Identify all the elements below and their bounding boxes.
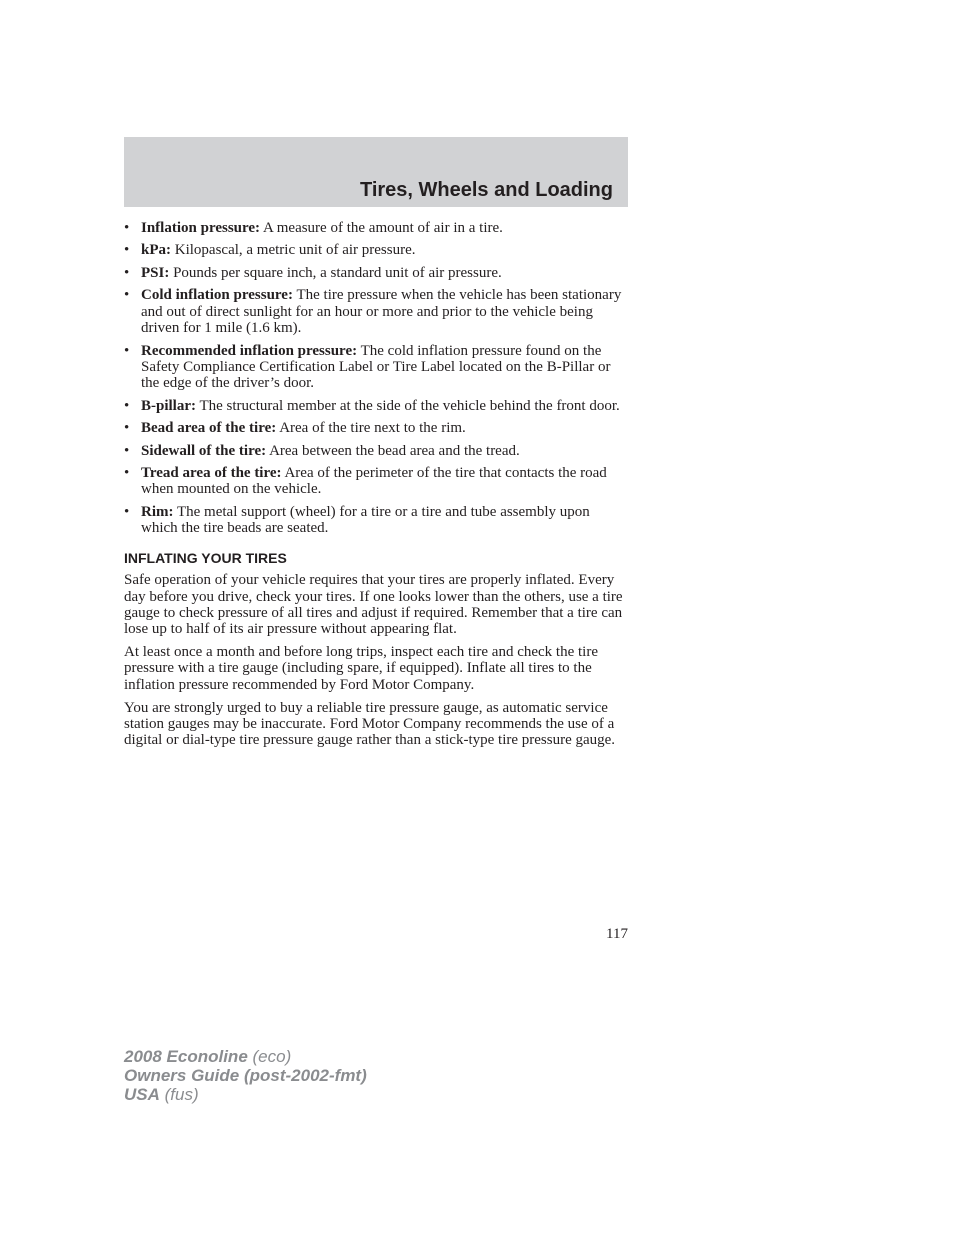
footer-line-guide bbox=[124, 1066, 367, 1085]
list-item bbox=[124, 265, 630, 281]
bullet-icon: • bbox=[124, 220, 130, 236]
list-item bbox=[124, 242, 630, 258]
definition-term: PSI: bbox=[141, 264, 170, 281]
list-item bbox=[124, 420, 630, 436]
bullet-icon: • bbox=[124, 264, 130, 281]
definition-text: Area of the tire next to the rim. bbox=[279, 420, 466, 437]
definition-text: The cold inflation pressure found on the Safety Compliance Certification Label or Tire Label located on the B-Pillar or the edge of the driver’s door. bbox=[141, 342, 611, 392]
bullet-icon: • bbox=[124, 397, 130, 414]
chapter-title: Tires, Wheels and Loading bbox=[359, 179, 613, 201]
footer-line-market bbox=[124, 1085, 367, 1104]
footer-market-name: USA bbox=[124, 1085, 160, 1104]
page-number: 117 bbox=[606, 926, 628, 942]
footer-model-code: (eco) bbox=[252, 1047, 292, 1066]
bullet-icon: • bbox=[124, 442, 130, 459]
section-heading: INFLATING YOUR TIRES bbox=[124, 550, 287, 567]
bullet-icon: • bbox=[124, 465, 130, 482]
definition-text: Area between the bead area and the tread. bbox=[269, 442, 520, 459]
definition-text: The metal support (wheel) for a tire or a tire and tube assembly upon which the tire beads are seated. bbox=[141, 503, 590, 537]
chapter-header-band bbox=[124, 137, 628, 207]
definition-text: Kilopascal, a metric unit of air pressure. bbox=[174, 242, 416, 259]
footer-guide-name: Owners Guide (post-2002-fmt) bbox=[124, 1066, 367, 1085]
definition-term: kPa: bbox=[141, 242, 171, 259]
definition-text: The tire pressure when the vehicle has been stationary and out of direct sunlight for an hour or more and prior to the vehicle being driven for 1 mile (1.6 km). bbox=[141, 287, 622, 337]
paragraph: At least once a month and before long trips, inspect each tire and check the tire pressure with a tire gauge (including spare, if equipped). Inflate all tires to the inflation pressure recommended by Ford Motor Company. bbox=[124, 644, 598, 693]
bullet-icon: • bbox=[124, 342, 130, 359]
list-item bbox=[124, 343, 630, 392]
list-item bbox=[124, 443, 630, 459]
definition-term: Recommended inflation pressure: bbox=[141, 342, 358, 359]
definition-term: Cold inflation pressure: bbox=[141, 287, 293, 304]
bullet-icon: • bbox=[124, 242, 130, 259]
paragraph: Safe operation of your vehicle requires that your tires are properly inflated. Every day before you drive, check your tires. If one looks lower than the others, use a tire gauge to check pressure of all tires and adjust if required. Remember that a tire can lose up to half of its air pressure without appearing flat. bbox=[124, 572, 623, 638]
list-item bbox=[124, 398, 630, 414]
list-item bbox=[124, 220, 630, 236]
document-footer bbox=[124, 1047, 367, 1104]
definition-term: Tread area of the tire: bbox=[141, 465, 282, 482]
list-item bbox=[124, 504, 630, 537]
bullet-icon: • bbox=[124, 503, 130, 520]
footer-line-model bbox=[124, 1047, 367, 1066]
definition-text: Pounds per square inch, a standard unit of air pressure. bbox=[173, 264, 502, 281]
list-item bbox=[124, 465, 630, 498]
definition-term: B-pillar: bbox=[141, 397, 196, 414]
bullet-icon: • bbox=[124, 287, 130, 304]
definition-text: Area of the perimeter of the tire that contacts the road when mounted on the vehicle. bbox=[141, 465, 607, 498]
definition-term: Sidewall of the tire: bbox=[141, 442, 267, 459]
paragraph: You are strongly urged to buy a reliable tire pressure gauge, as automatic service station gauges may be inaccurate. Ford Motor Company recommends the use of a digital or dial-type tire pressure gauge rather than a stick-type tire pressure gauge. bbox=[124, 699, 616, 749]
definition-text: The structural member at the side of the vehicle behind the front door. bbox=[199, 397, 620, 414]
definition-term: Inflation pressure: bbox=[141, 220, 261, 236]
page-content bbox=[124, 220, 630, 755]
bullet-icon: • bbox=[124, 420, 130, 437]
footer-market-code: (fus) bbox=[164, 1085, 199, 1104]
list-item bbox=[124, 287, 630, 336]
footer-model-name: 2008 Econoline bbox=[124, 1047, 248, 1066]
definition-term: Bead area of the tire: bbox=[141, 420, 277, 437]
definition-text: A measure of the amount of air in a tire. bbox=[262, 220, 503, 236]
definition-term: Rim: bbox=[141, 503, 174, 520]
definitions-list bbox=[124, 220, 630, 536]
